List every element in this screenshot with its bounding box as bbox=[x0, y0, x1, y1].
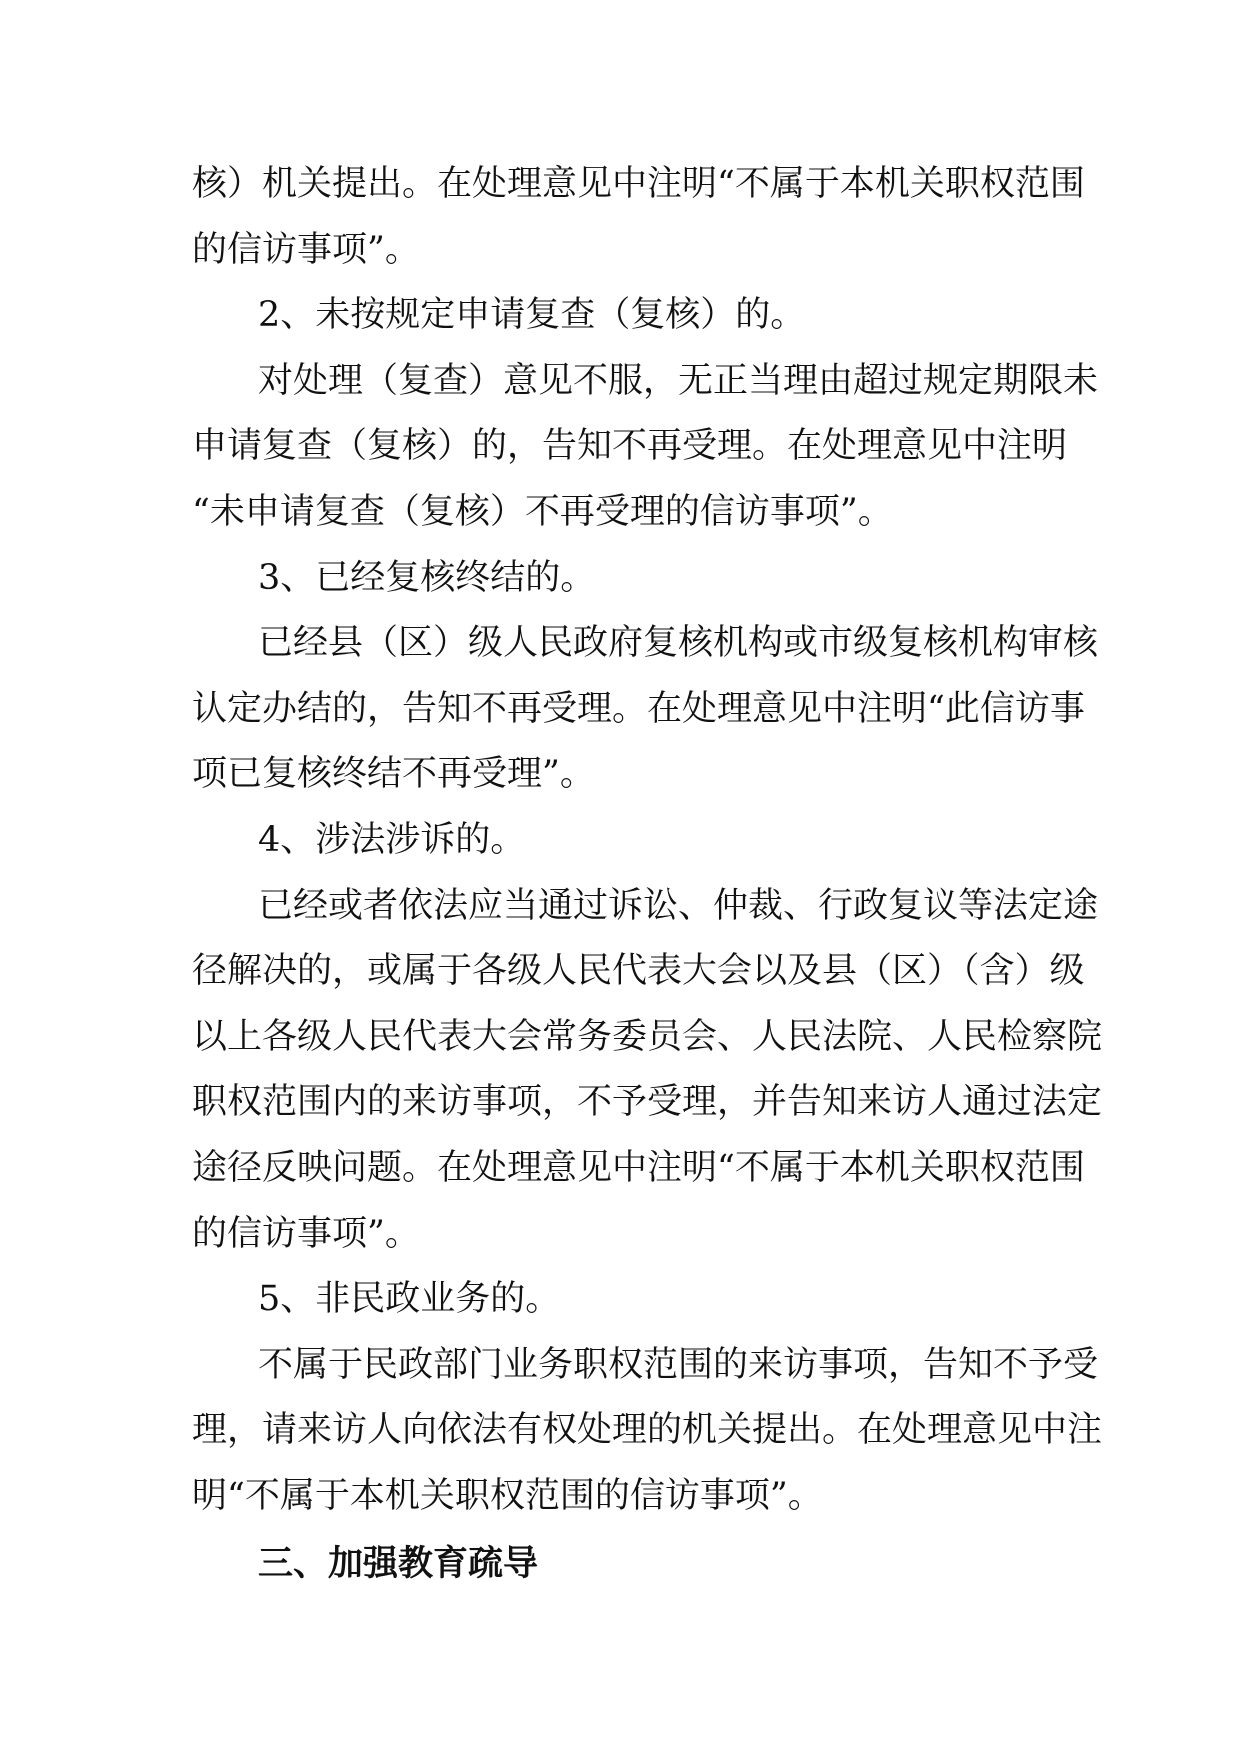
paragraph bbox=[192, 874, 1103, 1268]
text-line: 申请复查（复核）的，告知不再受理。在处理意见中注明 bbox=[192, 426, 1068, 467]
text-line: 核）机关提出。在处理意见中注明“不属于本机关职权范围 bbox=[192, 164, 1085, 204]
text-line: “未申请复查（复核）不再受理的信访事项”。 bbox=[192, 491, 893, 532]
text-line: 明“不属于本机关职权范围的信访事项”。 bbox=[192, 1475, 823, 1516]
paragraph bbox=[192, 283, 1060, 349]
text-line: 职权范围内的来访事项，不予受理，并告知来访人通过法定 bbox=[192, 1082, 1103, 1123]
paragraph bbox=[192, 546, 1060, 612]
text-line: 2、未按规定申请复查（复核）的。 bbox=[258, 295, 806, 336]
paragraph bbox=[192, 1267, 1060, 1333]
text-line: 不属于民政部门业务职权范围的来访事项，告知不予受 bbox=[258, 1344, 1099, 1385]
text-line: 已经或者依法应当通过诉讼、仲裁、行政复议等法定途 bbox=[258, 885, 1099, 926]
text-line: 以上各级人民代表大会常务委员会、人民法院、人民检察院 bbox=[192, 1016, 1103, 1057]
paragraph bbox=[192, 152, 1085, 283]
text-line: 径解决的，或属于各级人民代表大会以及县（区）（含）级 bbox=[192, 951, 1085, 992]
text-line: 理，请来访人向依法有权处理的机关提出。在处理意见中注 bbox=[192, 1410, 1103, 1451]
text-line: 3、已经复核终结的。 bbox=[258, 557, 596, 598]
document-body bbox=[192, 152, 1103, 1597]
paragraph bbox=[192, 808, 1060, 874]
text-line: 已经县（区）级人民政府复核机构或市级复核机构审核 bbox=[258, 623, 1099, 664]
text-line: 对处理（复查）意见不服，无正当理由超过规定期限未 bbox=[258, 360, 1099, 401]
text-line: 项已复核终结不再受理”。 bbox=[192, 754, 595, 795]
paragraph bbox=[192, 349, 1099, 546]
paragraph bbox=[192, 1333, 1103, 1530]
section-heading: 三、加强教育疏导 bbox=[258, 1543, 539, 1585]
text-line: 途径反映问题。在处理意见中注明“不属于本机关职权范围 bbox=[192, 1147, 1085, 1188]
text-line: 的信访事项”。 bbox=[192, 229, 420, 270]
text-line: 认定办结的，告知不再受理。在处理意见中注明“此信访事 bbox=[192, 688, 1085, 729]
paragraph bbox=[192, 611, 1099, 808]
text-line: 5、非民政业务的。 bbox=[258, 1279, 561, 1320]
text-line: 的信访事项”。 bbox=[192, 1213, 420, 1254]
text-line: 4、涉法涉诉的。 bbox=[258, 819, 526, 860]
